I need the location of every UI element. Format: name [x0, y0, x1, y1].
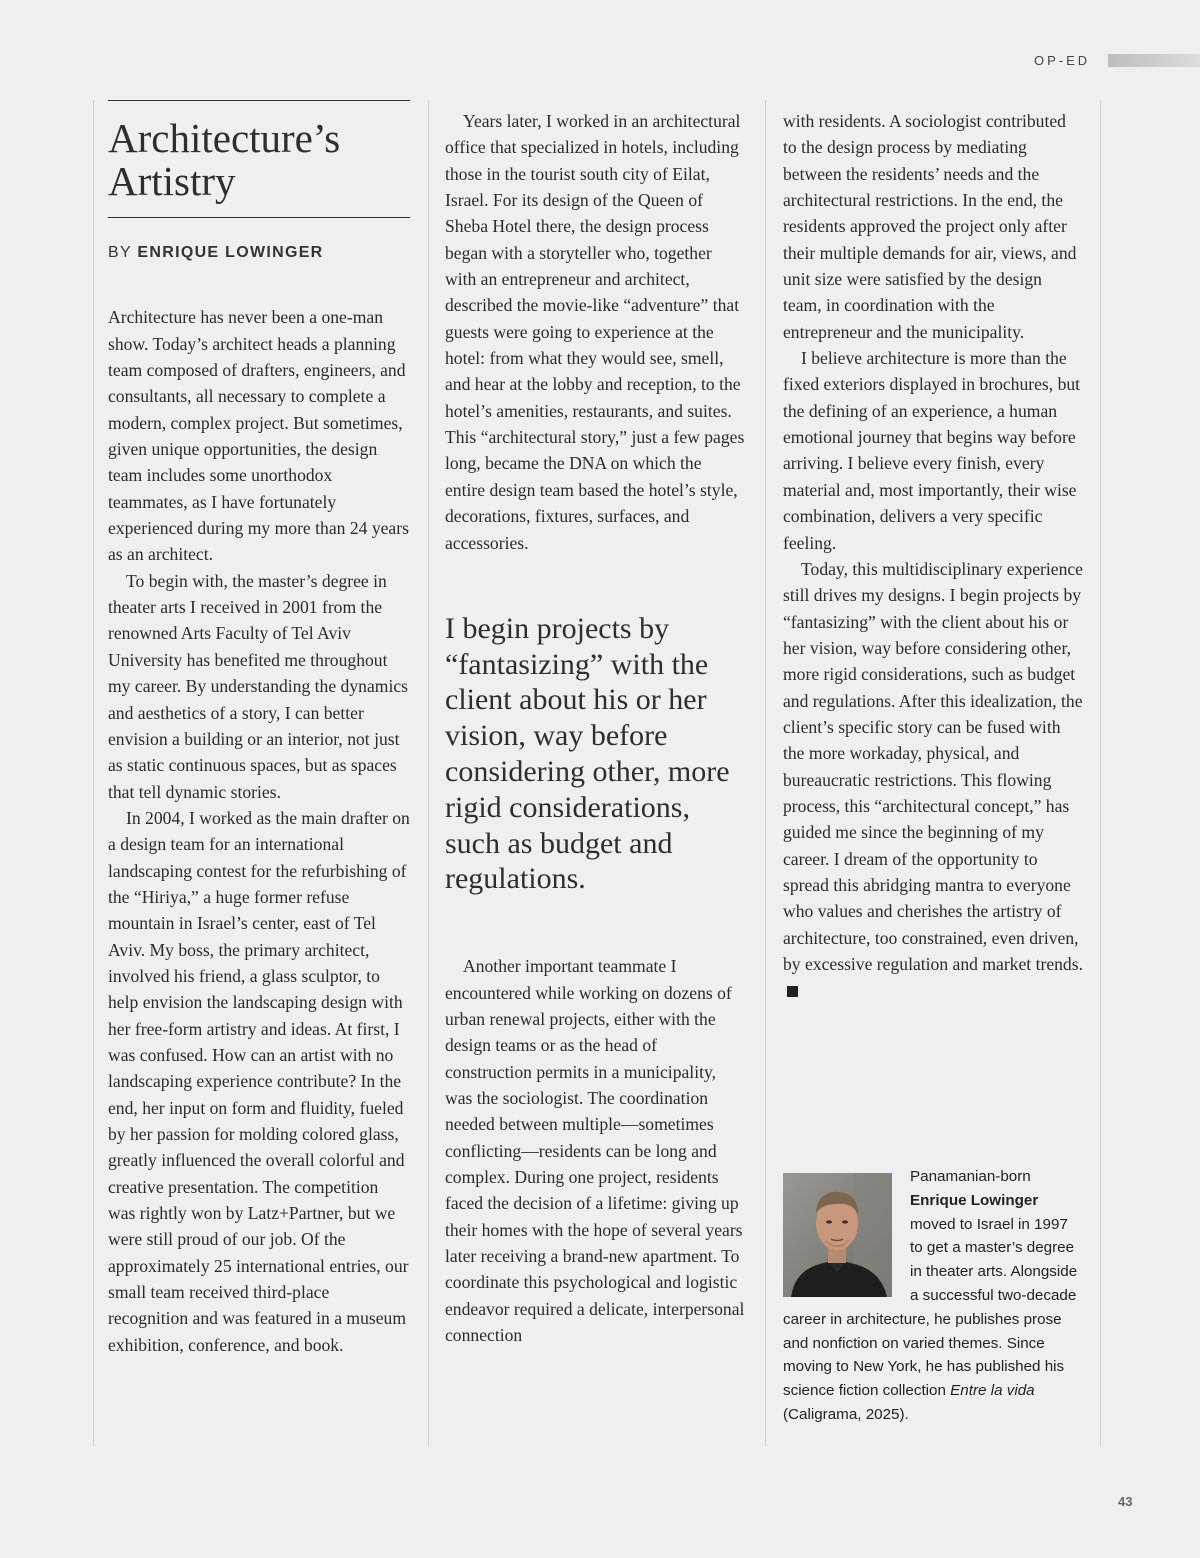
title-line-1: Architecture’s: [108, 115, 341, 161]
paragraph: Another important teammate I encountered while working on dozens of urban renewal projects, either with the design teams or as the head of construction permits in a municipality, was the sociologist. The coordination needed between multiple—sometimes conflicting—residents can be long and complex. During one project, residents faced the decision of a lifetime: giving up their homes with the hope of several years later receiving a brand-new apartment. To coordinate this psychological and logistic endeavor required a delicate, interpersonal connection: [445, 956, 745, 1346]
paragraph: with residents. A sociologist contributed to the design process by mediating between the residents’ needs and the architectural restrictions. In the end, the residents approved the project only after their multiple demands for air, views, and unit size were satisfied by the design team, in coordination with the entrepreneur and the municipality.: [783, 111, 1077, 342]
paragraph: In 2004, I worked as the main drafter on a design team for an international landscaping contest for the refurbishing of the “Hiriya,” a huge former refuse mountain in Israel’s center, east of Tel Aviv. My boss, the primary architect, involved his friend, a glass sculptor, to help envision the landscaping design with her free-form artistry and ideas. At first, I was confused. How can an artist with no landscaping experience contribute? In the end, her input on form and fluidity, fueled by her passion for molding colored glass, greatly influenced the overall colorful and creative presentation. The competition was rightly won by Latz+Partner, but we were still proud of our job. Of the approximately 25 international entries, our small team received third-place recognition and was featured in a museum exhibition, conference, and book.: [108, 807, 410, 1355]
pull-quote: I begin projects by “fantasizing” with the client about his or her vision, way before considering other, more rigid considerations, such as budget and regulations.: [445, 611, 730, 896]
column-divider: [1100, 100, 1101, 1446]
column-divider: [93, 100, 94, 1446]
section-bar: [1108, 54, 1200, 67]
byline-author: ENRIQUE LOWINGER: [137, 244, 324, 261]
paragraph: Architecture has never been a one-man show. Today’s architect heads a planning team composed of drafters, engineers, and consultants, all necessary to complete a modern, complex project. But sometimes, given unique opportunities, the design team includes some unorthodox teammates, as I have fortunately experienced during my more than 24 years as an architect.: [108, 307, 409, 565]
paragraph-final: [783, 556, 1083, 1004]
bio-name: Enrique Lowinger: [910, 1191, 1039, 1209]
section-label: OP-ED: [1034, 53, 1091, 68]
article-column-1: [108, 100, 410, 1358]
bio-text: moved to Israel in 1997 to get a master’s degree in theater arts. Alongside a successful two-decade career in architecture, he publishes prose and nonfiction on varied themes. Since moving to New York, he has published his science fiction collection: [783, 1215, 1078, 1400]
byline: [108, 240, 410, 266]
column-divider: [428, 100, 429, 1446]
page-number: 43: [1118, 1494, 1133, 1509]
bio-book-title: Entre la vida: [950, 1382, 1035, 1400]
article-column-3: [783, 108, 1083, 1004]
article-column-2: [445, 108, 745, 1348]
paragraph: Years later, I worked in an architectural office that specialized in hotels, including those in the tourist south city of Eilat, Israel. For its design of the Queen of Sheba Hotel there, the design process began with a storyteller who, together with an entrepreneur and architect, described the movie-like “adventure” that guests were going to experience at the hotel: from what they would see, smell, and hear at the lobby and reception, to the hotel’s amenities, restaurants, and suites. This “architectural story,” just a few pages long, became the DNA on which the entire design team based the hotel’s style, decorations, fixtures, surfaces, and accessories.: [445, 111, 745, 553]
photo-spacer: [783, 1173, 892, 1297]
bio-book-info: (Caligrama, 2025).: [783, 1405, 909, 1423]
column-divider: [765, 100, 766, 1446]
end-mark-icon: [787, 986, 798, 997]
paragraph: I believe architecture is more than the fixed exteriors displayed in brochures, but the defining of an experience, a human emotional journey that begins way before arriving. I believe every finish, every material and, most importantly, their wise combination, delivers a very specific feeling.: [783, 348, 1081, 553]
author-bio: [783, 1165, 1083, 1427]
paragraph: To begin with, the master’s degree in theater arts I received in 2001 from the renowned Arts Faculty of Tel Aviv University has benefited me throughout my career. By understanding the dynamics and aesthetics of a story, I can better envision a building or an interior, not just as static continuous spaces, but as spaces that tell dynamic stories.: [108, 570, 408, 802]
title-line-2: Artistry: [108, 158, 236, 204]
article-title: [108, 117, 410, 203]
title-rule-top: [108, 100, 410, 101]
bio-intro: Panamanian-born: [910, 1168, 1031, 1185]
byline-prefix: BY: [108, 244, 132, 261]
paragraph-final-text: Today, this multidisciplinary experience still drives my designs. I begin projects by “fantasizing” with the client about his or her vision, way before considering other, more rigid considerations, such as budget and regulations. After this idealization, the client’s specific story can be fused with the more workaday, physical, and bureaucratic restrictions. This flowing process, this “architectural concept,” has guided me since the beginning of my career. I dream of the opportunity to spread this abridging mantra to everyone who values and cherishes the artistry of architecture, too constrained, even driven, by excessive regulation and market trends.: [783, 558, 1083, 974]
title-rule-bottom: [108, 217, 410, 218]
